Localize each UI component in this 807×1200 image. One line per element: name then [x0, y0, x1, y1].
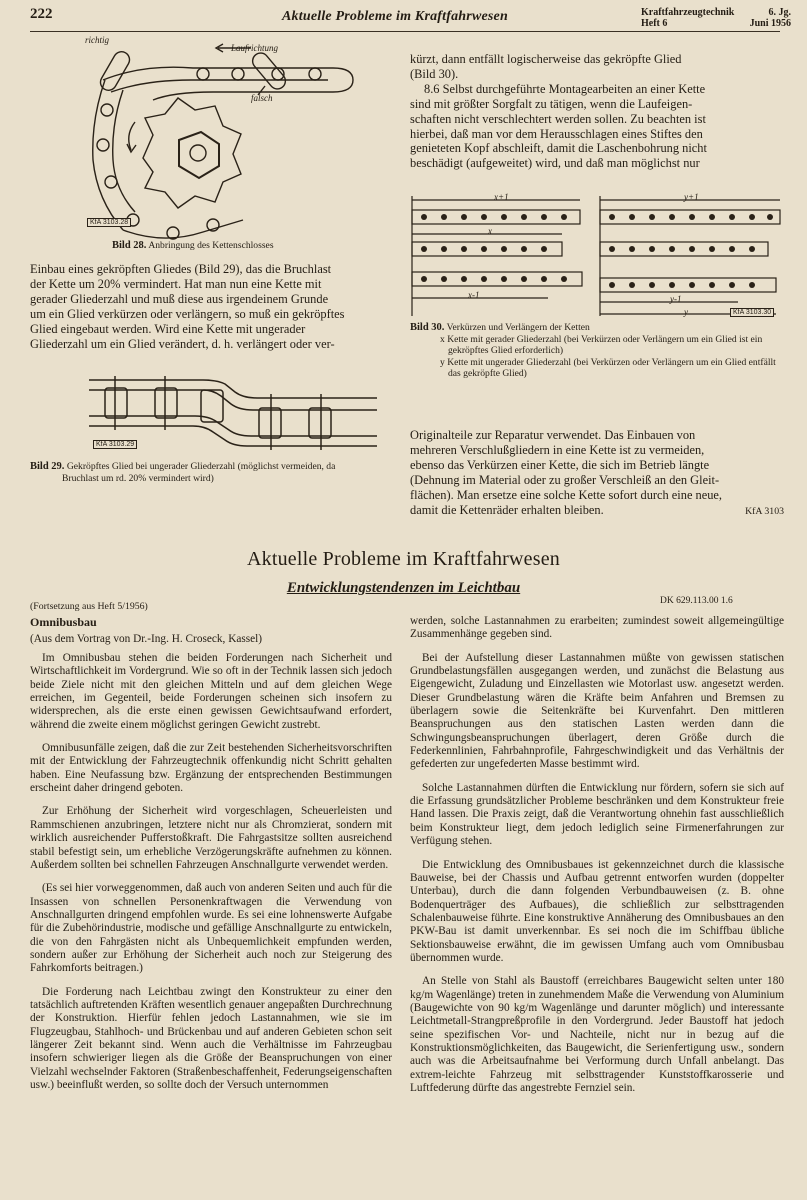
figure-29-number: Bild 29. [30, 461, 65, 472]
journal-date: Juni 1956 [749, 18, 791, 29]
figure-30-code: KfA 3103.30 [730, 308, 774, 317]
text-line: gerader Gliederzahl und muß diese aus irgendeinem Grunde [30, 291, 329, 306]
figure-28-code: KfA 3103.28 [87, 218, 131, 227]
figure-30-x: x Kette mit gerader Gliederzahl (bei Verkürzen oder Verlängern um ein Glied ist ein gekröpftes Glied erforderlich) [440, 333, 763, 356]
paragraph: Bei der Aufstellung dieser Lastannahmen müßte von gewissen statischen Grundbelastungsfällen ausgegangen werden, und zunächst die Belastung aus Eigengewicht, Zuladung und Einzellasten wie Motorlast usw. angesetzt werden. Dieser Grundbelastung wären die Kräfte beim Anfahren und Bremsen zu überlagern sowie die Seitenkräfte bei Kurvenfahrt. Den mittleren Beanspruchungen aus den statischen Lasten werden dann die Schwingungsbeanspruchungen überlagert, deren Größe durch die Federkennlinien, Fahrbahnprofile, Fahrgeschwindigkeit und das Verhältnis der gefederten zur ungefederten Masse bestimmt wird. [410, 651, 784, 771]
text-line: hierbei, daß man vor dem Herausschlagen eines Stiftes den [410, 126, 703, 141]
text-line: Glied eingebaut werden. Wird eine Kette mit ungerader [30, 321, 306, 336]
right-body-column [410, 615, 784, 1105]
label-direction: Laufrichtung [231, 43, 279, 53]
label-wrong: falsch [251, 93, 273, 103]
figure-29-caption [30, 461, 392, 484]
text-line: um ein Glied verkürzen oder verlängern, so muß ein gekröpftes [30, 306, 345, 321]
label-y-plus-1: y+1 [684, 192, 699, 202]
running-title: Aktuelle Probleme im Kraftfahrwesen [282, 9, 508, 24]
figure-28-text: Anbringung des Kettenschlosses [148, 240, 274, 251]
right-mid-text [410, 428, 784, 519]
figure-29 [85, 370, 381, 456]
text-line: sind mit größter Sorgfalt zu tätigen, wenn die Laufeigen- [410, 96, 693, 111]
journal-volume: 6. Jg. [768, 7, 791, 18]
paragraph: Solche Lastannahmen dürften die Entwicklung nur fördern, sofern sie sich auf die Erfassung grundsätzlicher Probleme beschränken und dem Konstrukteur freie Hand lassen. Die Praxis zeigt, daß die Verantwortung ohnehin fast ausschließlich beim Konstrukteur liegt, dem jedoch lediglich seine Firmenerfahrungen zur Verfügung stehen. [410, 781, 784, 848]
label-right: richtig [85, 35, 109, 45]
left-top-text [30, 262, 392, 351]
text-line: beschädigt (aufgeweitet) wird, und daß man möglichst nur [410, 156, 700, 171]
text-line: damit die Kettenräder erhalten bleiben. [410, 502, 604, 517]
paragraph: Omnibusunfälle zeigen, daß die zur Zeit bestehenden Sicherheitsvorschriften mit der Entwicklung der Fahrzeugtechnik offenkundig nicht Schritt gehalten haben. Eine Neufassung bzw. Ergänzung der entsprechenden Bestimmungen erscheint daher dringend geboten. [30, 742, 392, 795]
chain-pins [421, 214, 773, 288]
paragraph: Im Omnibusbau stehen die beiden Forderungen nach Sicherheit und Wirtschaftlichkeit im Vordergrund. Wie so oft in der Technik lassen sich jedoch beide Ziele nicht mit den gleichen Mitteln und auf dem gleichen Wege erreichen, im Gegenteil, beide Forderungen scheinen sich insofern zu widersprechen, als die erste einen gewissen Gewichtsaufwand erfordert, während die zweite einem möglichst geringen Gewicht zustrebt. [30, 652, 392, 731]
text-line-last [410, 503, 784, 520]
figure-30-text: Verkürzen und Verlängern der Ketten [446, 322, 590, 333]
text-line: flächen). Man ersetze eine solche Kette sofort durch eine neue, [410, 487, 723, 502]
text-line: mehreren Verschlußgliedern in eine Kette ist zu vermeiden, [410, 442, 705, 457]
journal-issue: Heft 6 [641, 18, 668, 29]
figure-29-code: KfA 3103.29 [93, 440, 137, 449]
journal-name: Kraftfahrzeugtechnik [641, 7, 735, 18]
label-x-plus-1: x+1 [494, 192, 509, 202]
right-top-text [410, 52, 784, 171]
text-line: Gliederzahl um ein Glied verändert, d. h. verlängert oder ver- [30, 336, 335, 351]
section-subtitle: Entwicklungstendenzen im Leichtbau [286, 580, 521, 596]
text-line: schaften nicht verschlechtert werden sollen. Zu beachten ist [410, 111, 706, 126]
label-x-minus-1: x-1 [468, 290, 480, 300]
text-line: genieteten Kopf abschleift, damit die Laschenbohrung nicht [410, 141, 707, 156]
paragraph: Die Forderung nach Leichtbau zwingt den Konstrukteur zu einer den tatsächlich auftretenden Kräften wesentlich genauer angepaßten Durchrechnung der Konstruktion. Hierfür fehlen jedoch Lastannahmen, wie sie im Flugzeugbau, Stahlhoch- und Brückenbau und auf anderen Gebieten schon seit längerer Zeit bekannt sind. Wenn auch die Verhältnisse im Fahrzeugbau insofern schwieriger liegen als die Größe der Beanspruchungen von einer Vielzahl wechselnder Faktoren (Straßenbeschaffenheit, Federungseigenschaften usw.) beeinflußt werden, so sollte doch der Versuch unternommen [30, 985, 392, 1091]
left-body-column [30, 600, 392, 1102]
paragraph: Die Entwicklung des Omnibusbaues ist gekennzeichnet durch die klassische Bauweise, bei der Chassis und Aufbau getrennt entworfen wurden (doppelter Unterbau), durch die dann folgenden Verbundbauweisen (z. B. ohne Bodenquerträger des Aufbaues), die schließlich zur selbsttragenden Schalenbauweise führte. Eine konstruktive Annäherung des Omnibusbaues an den PKW-Bau ist damit unverkennbar. Es sei noch die im Schiffbau übliche Sektionsbauweise erwähnt, die im gewissen Umfang auch vom Omnibusbau übernommen wurde. [410, 858, 784, 964]
paragraph: Zur Erhöhung der Sicherheit wird vorgeschlagen, Scheuerleisten und Rammschienen anzubringen, letztere nicht nur als Chromzierat, sondern mit wirklich ausreichender Pufferstoßkraft. Die Fahrgastsitze sollten ausreichend stabil befestigt sein, um erhebliche Verzögerungskräfte aufnehmen zu können. Außerdem sollten bei schnellen Fahrzeugen Anschnallgurte verwendet werden. [30, 805, 392, 871]
chain-sprocket-drawing [83, 40, 383, 245]
article-heading: Omnibusbau [30, 615, 97, 630]
continuation-note: (Fortsetzung aus Heft 5/1956) [30, 601, 148, 612]
text-line: Originalteile zur Reparatur verwendet. Das Einbauen von [410, 428, 696, 442]
dk-classification: DK 629.113.00 1.6 [660, 596, 733, 606]
label-x: x [488, 226, 492, 236]
text-line: (Dehnung im Material oder zu großer Verschleiß an den Gleit- [410, 472, 720, 487]
page-number: 222 [30, 6, 53, 22]
header-rule [30, 31, 780, 32]
paragraph: werden, solche Lastannahmen zu erarbeiten; zumindest soweit allgemeingültige Zusammenhänge gegeben sind. [410, 615, 784, 641]
text-line: der Kette um 20% vermindert. Hat man nun eine Kette mit [30, 276, 322, 291]
text-line: Einbau eines gekröpften Gliedes (Bild 29), das die Bruchlast [30, 262, 332, 276]
chain-shortening-drawing [408, 190, 784, 322]
figure-28 [83, 35, 383, 245]
signature-code: KfA 3103 [745, 505, 784, 517]
paragraph: (Es sei hier vorweggenommen, daß auch von anderen Seiten und auch für die Insassen von schnellen Personenkraftwagen die Verwendung von Anschnallgurten dringend empfohlen wurde. Es sei eine lohnenswerte Aufgabe für die Zubehörindustrie, modische und gefällige Anschnallgurte zu entwickeln, die von den Fahrgästen nicht als Unbequemlichkeit empfunden werden, sondern außer zur Erhöhung der Sicherheit auch noch zur Steigerung des Fahrkomforts beitragen.) [30, 882, 392, 975]
text-line: kürzt, dann entfällt logischerweise das gekröpfte Glied [410, 52, 682, 66]
section-title: Aktuelle Probleme im Kraftfahrwesen [246, 548, 560, 570]
figure-29-line2: Bruchlast um rd. 20% vermindert wird) [62, 472, 214, 484]
figure-30 [408, 190, 784, 322]
figure-28-number: Bild 28. [112, 240, 147, 251]
figure-28-caption [112, 240, 274, 252]
figure-30-number: Bild 30. [410, 322, 445, 333]
label-y-minus-1: y-1 [670, 294, 682, 304]
figure-30-y: y Kette mit ungerader Gliederzahl (bei Verkürzen oder Verlängern um ein Glied entfällt das gekröpfte Glied) [440, 356, 776, 379]
figure-30-caption [410, 322, 784, 380]
journal-info [641, 7, 791, 29]
article-byline: (Aus dem Vortrag von Dr.-Ing. H. Croseck, Kassel) [30, 632, 263, 645]
text-line: (Bild 30). [410, 66, 459, 81]
label-y: y [684, 307, 688, 317]
figure-29-line1: Gekröpftes Glied bei ungerader Gliederzahl (möglichst vermeiden, da [66, 461, 336, 472]
paragraph: An Stelle von Stahl als Baustoff (erreichbares Baugewicht selten unter 180 kg/m Wagenlänge) treten in zunehmendem Maße die Verwendung von Aluminium (Baugewichte von 90 kg/m Wagenlänge und darunter möglich) und interessante Leichtmetall-Strangpreßprofile in den Vordergrund. Jeder Baustoff hat jedoch seine spezifischen Vor- und Nachteile, nicht nur in bezug auf die Konstruktionsmöglichkeiten, das Baugewicht, die Serienfertigung usw., sondern auch was die Arbeitsaufnahme bei Verformung durch Unfall anbelangt. Das extrem-leichte Fahrzeug mit selbsttragender Kunststoffkarosserie und Luftfederung dürfte das angestrebte Fernziel sein. [410, 975, 784, 1094]
text-line: ebenso das Verkürzen einer Kette, die sich im Betrieb längte [410, 457, 710, 472]
text-line: 8.6 Selbst durchgeführte Montagearbeiten an einer Kette [424, 81, 706, 96]
